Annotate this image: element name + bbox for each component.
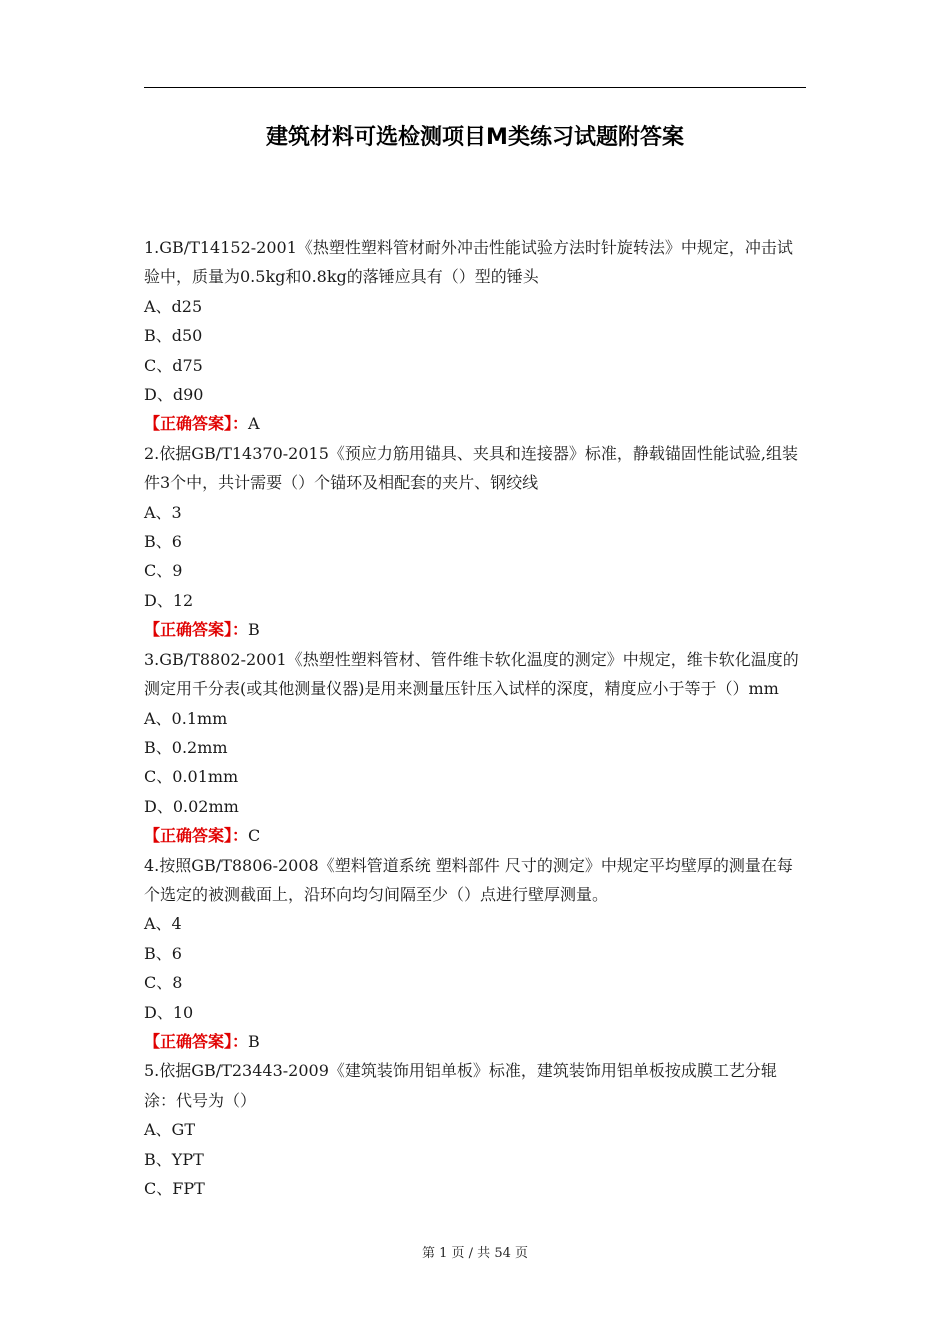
answer-value: C (248, 826, 261, 846)
option-b: B、6 (144, 943, 182, 963)
answer-label: 【正确答案】： (144, 1031, 249, 1051)
question-block (144, 439, 812, 645)
option-c: C、9 (144, 561, 183, 581)
option-a: A、3 (144, 502, 182, 522)
option-d: D、12 (144, 590, 194, 610)
question-text: 4.按照GB/T8806-2008《塑料管道系统 塑料部件 尺寸的测定》中规定平均壁厚的测量在每个选定的被测截面上，沿环向均匀间隔至少（）点进行壁厚测量。 (144, 855, 793, 904)
option-b: B、YPT (144, 1149, 204, 1169)
option-d: D、0.02mm (144, 796, 239, 816)
option-c: C、FPT (144, 1179, 205, 1198)
option-c: C、8 (144, 973, 183, 993)
question-block (144, 645, 812, 851)
option-a: A、4 (144, 914, 182, 934)
option-b: B、6 (144, 532, 182, 552)
question-block (144, 851, 812, 1057)
answer-line (144, 409, 812, 438)
option-b: B、d50 (144, 326, 203, 346)
option-c: C、d75 (144, 355, 203, 375)
answer-label: 【正确答案】： (144, 620, 249, 640)
answer-label: 【正确答案】： (144, 826, 249, 846)
question-block (144, 1056, 812, 1203)
header-rule (144, 87, 806, 88)
option-b: B、0.2mm (144, 737, 228, 757)
option-a: A、d25 (144, 296, 203, 316)
answer-value: A (248, 414, 260, 434)
answer-line (144, 821, 812, 850)
question-text: 2.依据GB/T14370-2015《预应力筋用锚具、夹具和连接器》标准，静载锚固性能试验,组装件3个中，共计需要（）个锚环及相配套的夹片、钢绞线 (144, 443, 798, 493)
option-d: D、10 (144, 1002, 194, 1022)
answer-value: B (248, 620, 260, 640)
page-number: 第 1 页 / 共 54 页 (422, 1246, 528, 1261)
question-text: 5.依据GB/T23443-2009《建筑装饰用铝单板》标准，建筑装饰用铝单板按成膜工艺分辊涂：代号为（） (144, 1061, 777, 1110)
answer-line (144, 615, 812, 644)
question-text: 3.GB/T8802-2001《热塑性塑料管材、管件维卡软化温度的测定》中规定，维卡软化温度的测定用千分表(或其他测量仪器)是用来测量压针压入试样的深度，精度应小于等于（）mm (144, 649, 799, 699)
option-a: A、GT (144, 1120, 196, 1140)
option-d: D、d90 (144, 385, 204, 405)
question-text: 1.GB/T14152-2001《热塑性塑料管材耐外冲击性能试验方法时针旋转法》中规定，冲击试验中，质量为0.5kg和0.8kg的落锤应具有（）型的锤头 (144, 238, 793, 287)
question-list (144, 233, 812, 1203)
option-c: C、0.01mm (144, 767, 239, 787)
option-a: A、0.1mm (144, 708, 228, 728)
answer-line (144, 1027, 812, 1056)
question-block (144, 233, 812, 439)
answer-value: B (248, 1031, 260, 1051)
answer-label: 【正确答案】： (144, 414, 249, 434)
document-title: 建筑材料可选检测项目M类练习试题附答案 (266, 125, 684, 150)
